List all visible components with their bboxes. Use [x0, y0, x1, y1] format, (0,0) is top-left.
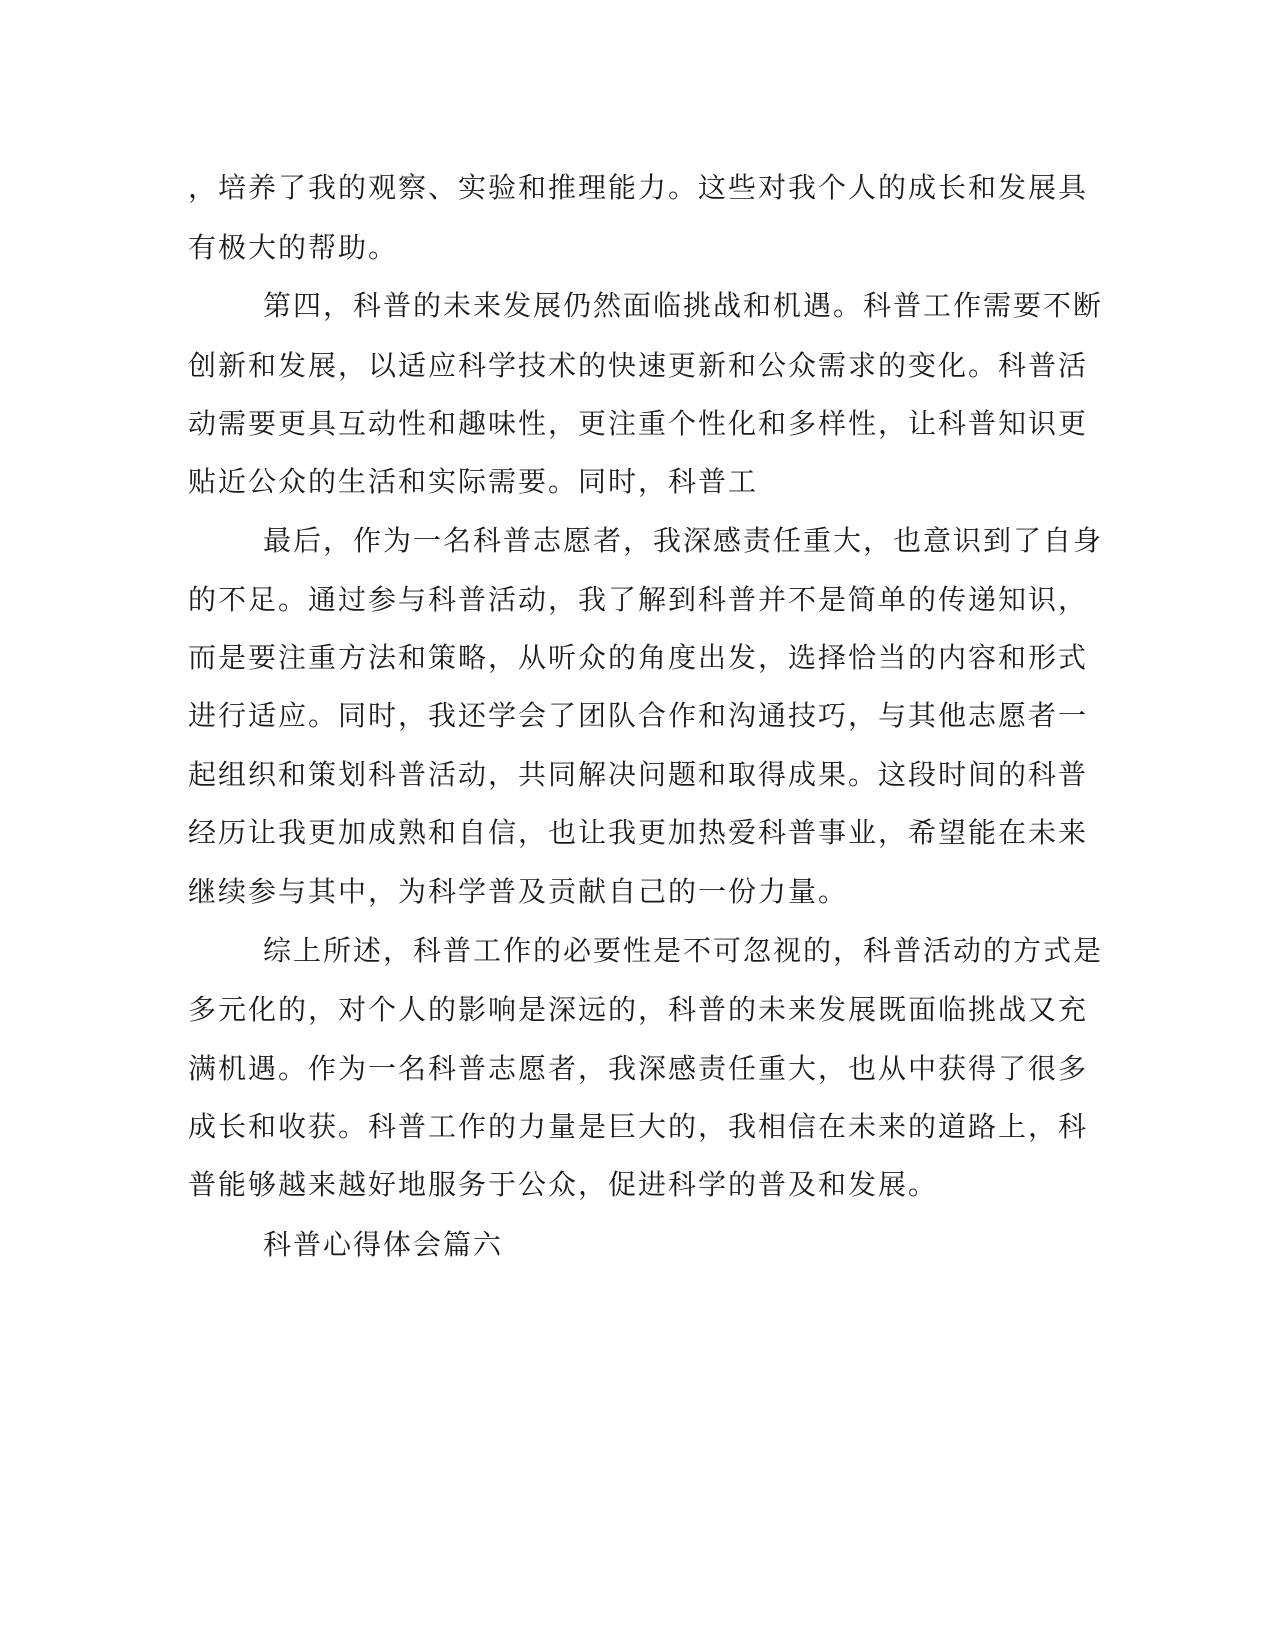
text-line: 起组织和策划科普活动，共同解决问题和取得成果。这段时间的科普 — [188, 758, 1089, 791]
paragraph-start-line: 第四，科普的未来发展仍然面临挑战和机遇。科普工作需要不断 — [263, 289, 1104, 322]
section-heading: 科普心得体会篇六 — [263, 1228, 504, 1261]
text-line: 满机遇。作为一名科普志愿者，我深感责任重大，也从中获得了很多 — [188, 1052, 1089, 1085]
text-line: 而是要注重方法和策略，从听众的角度出发，选择恰当的内容和形式 — [188, 641, 1089, 674]
text-line: 进行适应。同时，我还学会了团队合作和沟通技巧，与其他志愿者一 — [188, 699, 1089, 732]
text-line: 贴近公众的生活和实际需要。同时，科普工 — [188, 465, 759, 498]
text-line: 有极大的帮助。 — [188, 231, 399, 264]
text-line: 的不足。通过参与科普活动，我了解到科普并不是简单的传递知识， — [188, 583, 1089, 616]
text-line: 经历让我更加成熟和自信，也让我更加热爱科普事业，希望能在未来 — [188, 816, 1089, 849]
text-line: 成长和收获。科普工作的力量是巨大的，我相信在未来的道路上，科 — [188, 1110, 1089, 1143]
paragraph-start-line: 最后，作为一名科普志愿者，我深感责任重大，也意识到了自身 — [263, 524, 1104, 557]
paragraph-start-line: 综上所述，科普工作的必要性是不可忽视的，科普活动的方式是 — [263, 934, 1104, 967]
text-line: 动需要更具互动性和趣味性，更注重个性化和多样性，让科普知识更 — [188, 407, 1089, 440]
text-line: 继续参与其中，为科学普及贡献自己的一份力量。 — [188, 875, 849, 908]
text-line: 普能够越来越好地服务于公众，促进科学的普及和发展。 — [188, 1168, 939, 1201]
text-line: 创新和发展，以适应科学技术的快速更新和公众需求的变化。科普活 — [188, 349, 1089, 382]
text-line: ，培养了我的观察、实验和推理能力。这些对我个人的成长和发展具 — [188, 171, 1089, 204]
text-line: 多元化的，对个人的影响是深远的，科普的未来发展既面临挑战又充 — [188, 993, 1089, 1026]
